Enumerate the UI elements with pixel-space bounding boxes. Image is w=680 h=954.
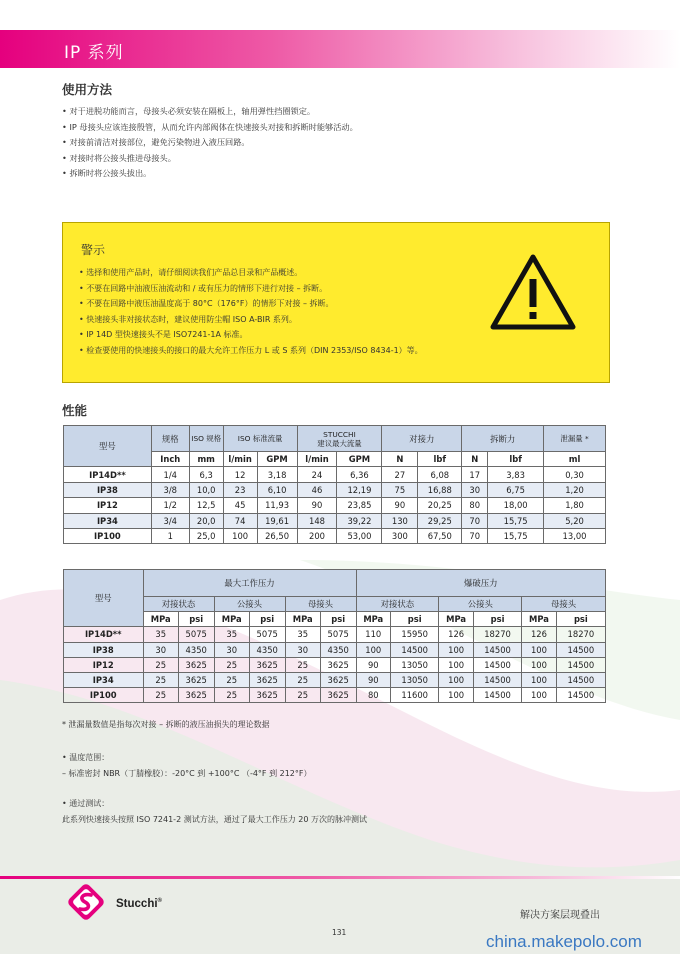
col-header-connected: 对接状态	[356, 597, 439, 612]
temperature-heading: • 温度范围：	[62, 753, 110, 762]
unit-cell: mm	[189, 452, 223, 467]
test-value: 此系列快速接头按照 ISO 7241-2 测试方法，通过了最大工作压力 20 万次的脉冲测试	[62, 815, 367, 824]
warning-item: • IP 14D 型快速接头不是 ISO7241-1A 标准。	[79, 327, 423, 343]
table-cell: 100	[439, 672, 474, 687]
test-heading: • 通过测试：	[62, 799, 110, 808]
brand-text: Stucchi	[116, 898, 158, 910]
table-cell: 20,25	[418, 498, 462, 513]
table-cell: 35	[285, 627, 320, 642]
table-cell: 25	[214, 657, 249, 672]
unit-cell: MPa	[439, 612, 474, 627]
row-model-name: IP34	[64, 672, 144, 687]
unit-cell: GPM	[337, 452, 382, 467]
table-cell: 100	[439, 642, 474, 657]
usage-item: • 对于进脱功能而言，母接头必须安装在隔板上，轴用弹性挡圈锁定。	[62, 104, 622, 120]
table-cell: 0,30	[544, 467, 606, 482]
table-cell: 46	[297, 482, 337, 497]
col-header-connect-force: 对接力	[382, 426, 462, 452]
unit-cell: psi	[391, 612, 439, 627]
table-cell: 25	[143, 688, 178, 703]
table-cell: 90	[356, 672, 391, 687]
row-model-name: IP14D**	[64, 467, 152, 482]
table-cell: 45	[223, 498, 257, 513]
warning-item: • 快速接头非对接状态时，建议使用防尘帽 ISO A-BIR 系列。	[79, 312, 423, 328]
registered-mark: ®	[157, 898, 162, 905]
col-header-stucchi-flow	[297, 426, 382, 452]
table-cell: 130	[382, 513, 418, 528]
col-header-max-working-pressure: 最大工作压力	[143, 570, 356, 597]
unit-cell: ml	[544, 452, 606, 467]
unit-cell: MPa	[285, 612, 320, 627]
pressure-spec-table	[63, 569, 606, 703]
table-cell: 4350	[178, 642, 214, 657]
table-cell: 25	[143, 672, 178, 687]
usage-item: • 对接时将公接头推进母接头。	[62, 151, 622, 167]
unit-cell: psi	[320, 612, 356, 627]
leakage-footnote: * 泄漏量数值是指每次对接 – 拆断的液压油损失的理论数据	[62, 720, 270, 729]
table-cell: 5,20	[544, 513, 606, 528]
table-cell: 3625	[178, 688, 214, 703]
table-cell: 25	[285, 672, 320, 687]
table-cell: 18,00	[488, 498, 544, 513]
unit-cell: lbf	[488, 452, 544, 467]
table-cell: 15,75	[488, 528, 544, 543]
table-cell: 16,88	[418, 482, 462, 497]
col-header-leakage: 泄漏量 *	[544, 426, 606, 452]
temperature-value: – 标准密封 NBR（丁腈橡胶）：-20°C 到 +100°C （-4°F 到 212°F）	[62, 769, 312, 778]
table-cell: 25	[285, 657, 320, 672]
warning-heading: 警示	[81, 243, 106, 257]
pressure-table-row	[64, 627, 606, 642]
table-cell: 14500	[391, 642, 439, 657]
table-cell: 27	[382, 467, 418, 482]
table-cell: 11,93	[257, 498, 297, 513]
col-header-burst-pressure: 爆破压力	[356, 570, 606, 597]
table-cell: 6,08	[418, 467, 462, 482]
table-cell: 13050	[391, 657, 439, 672]
table-cell: 23,85	[337, 498, 382, 513]
warning-item: • 选择和使用产品时，请仔细阅读我们产品总目录和产品概述。	[79, 265, 423, 281]
usage-list	[62, 104, 622, 182]
flow-table-row	[64, 467, 606, 482]
unit-cell: MPa	[356, 612, 391, 627]
unit-cell: GPM	[257, 452, 297, 467]
table-cell: 80	[356, 688, 391, 703]
footer-line	[0, 876, 680, 879]
row-model-name: IP100	[64, 688, 144, 703]
warning-item: • 检查要使用的快速接头的接口的最大允许工作压力 L 或 S 系列（DIN 2353/ISO 8434-1）等。	[79, 343, 423, 359]
table-cell: 126	[522, 627, 557, 642]
table-cell: 1,80	[544, 498, 606, 513]
row-model-name: IP100	[64, 528, 152, 543]
table-cell: 30	[462, 482, 488, 497]
table-cell: 14500	[473, 672, 521, 687]
warning-list	[79, 265, 423, 359]
flow-table-row	[64, 498, 606, 513]
usage-item: • 拆断时将公接头拔出。	[62, 166, 622, 182]
table-cell: 3/4	[151, 513, 189, 528]
unit-cell: l/min	[223, 452, 257, 467]
table-cell: 14500	[473, 688, 521, 703]
table-cell: 35	[214, 627, 249, 642]
table-cell: 90	[382, 498, 418, 513]
table-cell: 25	[143, 657, 178, 672]
col-header-iso-size: ISO 规格	[189, 426, 223, 452]
col-header-model: 型号	[64, 426, 152, 467]
table-cell: 14500	[556, 642, 605, 657]
flow-table-row	[64, 482, 606, 497]
unit-cell: Inch	[151, 452, 189, 467]
table-cell: 1/4	[151, 467, 189, 482]
table-cell: 70	[462, 513, 488, 528]
table-cell: 100	[522, 672, 557, 687]
table-cell: 1,20	[544, 482, 606, 497]
table-cell: 100	[522, 657, 557, 672]
warning-triangle-icon	[489, 253, 577, 331]
table-cell: 3625	[249, 688, 285, 703]
table-cell: 14500	[556, 672, 605, 687]
performance-heading: 性能	[62, 403, 88, 418]
unit-cell: l/min	[297, 452, 337, 467]
pressure-table-row	[64, 688, 606, 703]
table-cell: 100	[439, 657, 474, 672]
table-cell: 90	[297, 498, 337, 513]
col-header-male: 公接头	[214, 597, 285, 612]
pressure-table-row	[64, 642, 606, 657]
table-cell: 67,50	[418, 528, 462, 543]
table-cell: 70	[462, 528, 488, 543]
table-cell: 30	[285, 642, 320, 657]
col-header-size: 规格	[151, 426, 189, 452]
table-cell: 53,00	[337, 528, 382, 543]
table-cell: 14500	[473, 642, 521, 657]
usage-item: • IP 母接头应该连接殷管，从而允许内部阀体在快速接头对接和拆断时能够活动。	[62, 120, 622, 136]
table-cell: 25,0	[189, 528, 223, 543]
table-cell: 29,25	[418, 513, 462, 528]
table-cell: 13050	[391, 672, 439, 687]
table-cell: 25	[214, 672, 249, 687]
table-cell: 3,83	[488, 467, 544, 482]
row-model-name: IP14D**	[64, 627, 144, 642]
table-cell: 300	[382, 528, 418, 543]
table-cell: 100	[439, 688, 474, 703]
table-cell: 100	[522, 688, 557, 703]
table-cell: 24	[297, 467, 337, 482]
table-cell: 25	[285, 688, 320, 703]
table-cell: 6,3	[189, 467, 223, 482]
max-flow-label: 建议最大流量	[317, 438, 362, 448]
flow-spec-rows	[64, 467, 606, 544]
table-cell: 148	[297, 513, 337, 528]
unit-cell: N	[462, 452, 488, 467]
table-cell: 3625	[320, 688, 356, 703]
table-cell: 23	[223, 482, 257, 497]
unit-cell: MPa	[522, 612, 557, 627]
table-cell: 12	[223, 467, 257, 482]
row-model-name: IP12	[64, 498, 152, 513]
row-model-name: IP12	[64, 657, 144, 672]
footer-slogan: 解决方案层现叠出	[520, 910, 600, 921]
stucchi-logo-icon	[66, 882, 106, 922]
table-cell: 3625	[178, 657, 214, 672]
col-header-female: 母接头	[285, 597, 356, 612]
table-cell: 18270	[556, 627, 605, 642]
table-cell: 4350	[249, 642, 285, 657]
usage-item: • 对接前清洁对接部位，避免污染物进入液压回路。	[62, 135, 622, 151]
row-model-name: IP38	[64, 482, 152, 497]
col-header-female: 母接头	[522, 597, 606, 612]
table-cell: 12,19	[337, 482, 382, 497]
usage-heading: 使用方法	[62, 82, 113, 97]
col-header-model: 型号	[64, 570, 144, 627]
table-cell: 26,50	[257, 528, 297, 543]
col-header-connected: 对接状态	[143, 597, 214, 612]
table-cell: 3625	[320, 657, 356, 672]
table-cell: 200	[297, 528, 337, 543]
unit-cell: N	[382, 452, 418, 467]
warning-item: • 不要在回路中液压油温度高于 80°C（176°F）的情形下对接 – 拆断。	[79, 296, 423, 312]
flow-table-row	[64, 528, 606, 543]
table-cell: 12,5	[189, 498, 223, 513]
watermark: china.makepolo.com	[486, 932, 642, 951]
table-cell: 4350	[320, 642, 356, 657]
table-cell: 3625	[249, 657, 285, 672]
table-cell: 30	[143, 642, 178, 657]
warning-item: • 不要在回路中油液压油流动和 / 或有压力的情形下进行对接 – 拆断。	[79, 281, 423, 297]
pressure-table-row	[64, 672, 606, 687]
unit-cell: psi	[249, 612, 285, 627]
unit-cell: MPa	[143, 612, 178, 627]
table-cell: 6,75	[488, 482, 544, 497]
table-cell: 5075	[249, 627, 285, 642]
table-cell: 11600	[391, 688, 439, 703]
table-cell: 18270	[473, 627, 521, 642]
table-cell: 15950	[391, 627, 439, 642]
table-cell: 3,18	[257, 467, 297, 482]
col-header-disconnect-force: 拆断力	[462, 426, 544, 452]
pressure-table-row	[64, 657, 606, 672]
table-cell: 110	[356, 627, 391, 642]
col-header-iso-flow: ISO 标准流量	[223, 426, 297, 452]
table-cell: 20,0	[189, 513, 223, 528]
flow-table-row	[64, 513, 606, 528]
table-cell: 100	[356, 642, 391, 657]
table-cell: 30	[214, 642, 249, 657]
table-cell: 75	[382, 482, 418, 497]
warning-box	[62, 222, 610, 383]
pressure-spec-rows	[64, 627, 606, 703]
table-cell: 100	[522, 642, 557, 657]
table-cell: 1	[151, 528, 189, 543]
table-cell: 10,0	[189, 482, 223, 497]
table-cell: 126	[439, 627, 474, 642]
col-header-male: 公接头	[439, 597, 522, 612]
table-cell: 90	[356, 657, 391, 672]
page-title: IP 系列	[64, 43, 124, 63]
table-cell: 3625	[178, 672, 214, 687]
table-cell: 80	[462, 498, 488, 513]
table-cell: 15,75	[488, 513, 544, 528]
table-cell: 14500	[556, 657, 605, 672]
row-model-name: IP38	[64, 642, 144, 657]
row-model-name: IP34	[64, 513, 152, 528]
unit-cell: psi	[473, 612, 521, 627]
table-cell: 6,36	[337, 467, 382, 482]
table-cell: 13,00	[544, 528, 606, 543]
table-cell: 6,10	[257, 482, 297, 497]
table-cell: 3625	[249, 672, 285, 687]
unit-cell: lbf	[418, 452, 462, 467]
table-cell: 3625	[320, 672, 356, 687]
table-cell: 14500	[473, 657, 521, 672]
table-cell: 35	[143, 627, 178, 642]
table-cell: 1/2	[151, 498, 189, 513]
unit-cell: psi	[556, 612, 605, 627]
unit-cell: psi	[178, 612, 214, 627]
stucchi-label: STUCCHI	[323, 429, 356, 439]
table-cell: 5075	[320, 627, 356, 642]
table-cell: 39,22	[337, 513, 382, 528]
table-cell: 14500	[556, 688, 605, 703]
flow-spec-table	[63, 425, 606, 544]
table-cell: 3/8	[151, 482, 189, 497]
table-cell: 100	[223, 528, 257, 543]
table-cell: 74	[223, 513, 257, 528]
table-cell: 19,61	[257, 513, 297, 528]
table-cell: 25	[214, 688, 249, 703]
page-number: 131	[332, 928, 347, 937]
unit-cell: MPa	[214, 612, 249, 627]
table-cell: 5075	[178, 627, 214, 642]
table-cell: 17	[462, 467, 488, 482]
brand-name	[116, 898, 162, 910]
